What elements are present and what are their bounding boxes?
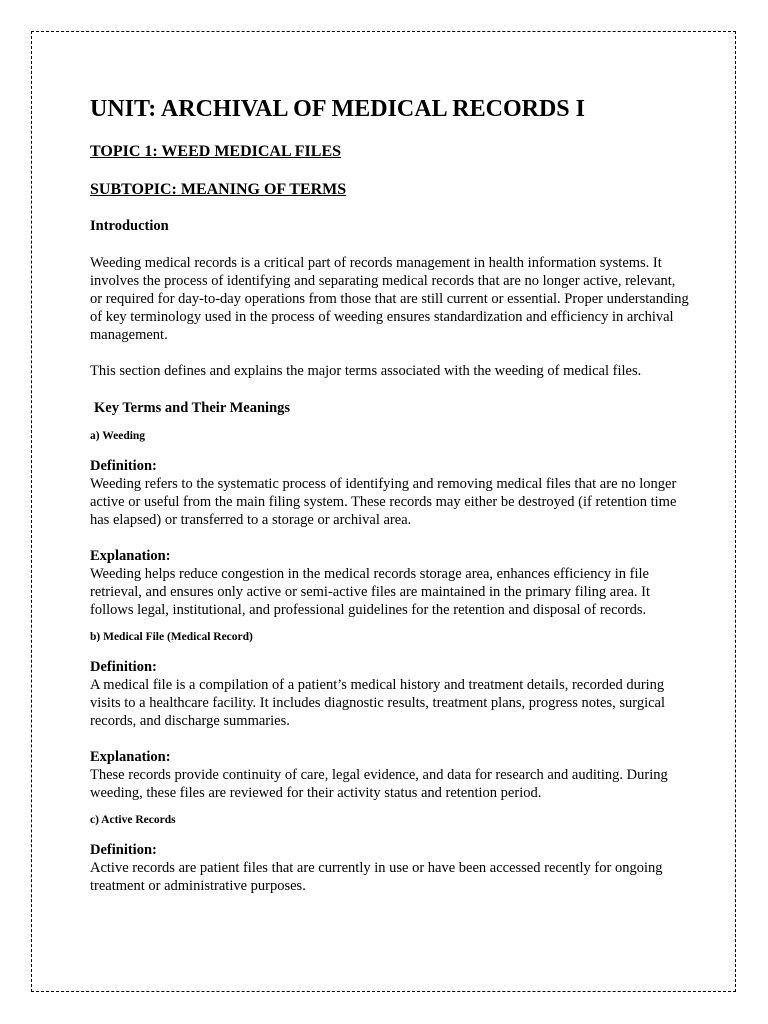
term-block-weeding-definition bbox=[90, 457, 690, 529]
term-title-medical-file: b) Medical File (Medical Record) bbox=[90, 631, 253, 643]
term-block-weeding-explanation bbox=[90, 547, 690, 619]
definition-label: Definition: bbox=[90, 659, 157, 675]
introduction-paragraph: Weeding medical records is a critical part of records management in health information systems. It involves the process of identifying and separating medical records that are no longer active, relevant, or required for day-to-day operations from those that are still current or essential. Proper understanding of key terminology used in the process of weeding ensures standardization and efficiency in archival management. bbox=[90, 255, 689, 343]
explanation-text: These records provide continuity of care, legal evidence, and data for research and auditing. During weeding, these files are reviewed for their activity status and retention period. bbox=[90, 767, 668, 801]
definition-text: Weeding refers to the systematic process of identifying and removing medical files that are no longer active or useful from the main filing system. These records may either be destroyed (if retention time has elapsed) or transferred to a storage or archival area. bbox=[90, 476, 677, 528]
definition-text: Active records are patient files that are currently in use or have been accessed recently for ongoing treatment or administrative purposes. bbox=[90, 860, 663, 894]
term-title-active-records: c) Active Records bbox=[90, 814, 176, 826]
definition-label: Definition: bbox=[90, 458, 157, 474]
term-block-medical-file-explanation bbox=[90, 748, 690, 802]
section-overview-paragraph: This section defines and explains the major terms associated with the weeding of medical files. bbox=[90, 363, 642, 379]
definition-label: Definition: bbox=[90, 842, 157, 858]
term-block-medical-file-definition bbox=[90, 658, 690, 730]
term-title-weeding: a) Weeding bbox=[90, 430, 146, 442]
introduction-heading: Introduction bbox=[90, 218, 169, 234]
key-terms-heading: Key Terms and Their Meanings bbox=[94, 400, 291, 416]
explanation-label: Explanation: bbox=[90, 548, 171, 564]
definition-text: A medical file is a compilation of a patient’s medical history and treatment details, recorded during visits to a healthcare facility. It includes diagnostic results, treatment plans, progress notes, surgical records, and discharge summaries. bbox=[90, 677, 666, 729]
explanation-label: Explanation: bbox=[90, 749, 171, 765]
unit-title: UNIT: ARCHIVAL OF MEDICAL RECORDS I bbox=[90, 96, 585, 122]
term-block-active-records-definition bbox=[90, 841, 690, 895]
topic-heading: TOPIC 1: WEED MEDICAL FILES bbox=[90, 143, 342, 160]
subtopic-heading: SUBTOPIC: MEANING OF TERMS bbox=[90, 181, 347, 198]
explanation-text: Weeding helps reduce congestion in the medical records storage area, enhances efficiency in file retrieval, and ensures only active or semi-active files are maintained in the primary filing area. It follows legal, institutional, and professional guidelines for the retention and disposal of records. bbox=[90, 566, 651, 618]
document-body bbox=[90, 92, 690, 895]
